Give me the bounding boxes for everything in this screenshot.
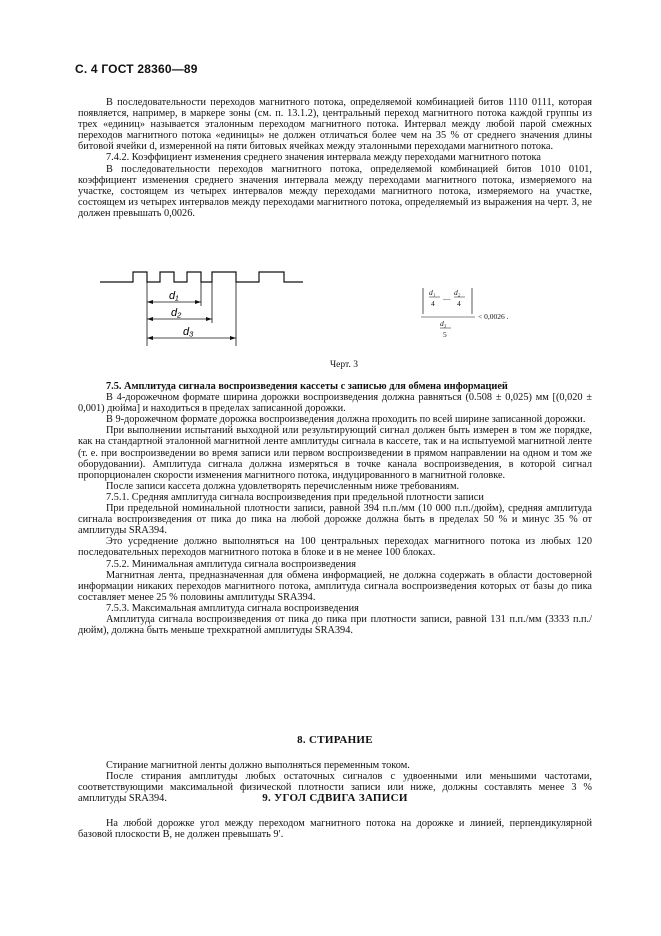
paragraph: На любой дорожке угол между переходом магнитного потока на дорожке и линией, перпендикулярной базовой плоскости B, не должен превышать 9′. xyxy=(78,818,592,841)
subsection-heading: 7.4.2. Коэффициент изменения среднего значения интервала между переходами магнитного потока xyxy=(106,152,541,164)
d3-label: d₃ xyxy=(183,326,194,338)
formula-d3: d₃ xyxy=(440,319,447,328)
formula-rhs: < 0,0026 . xyxy=(478,312,509,321)
section-title: 9. УГОЛ СДВИГА ЗАПИСИ xyxy=(262,792,408,804)
page-header: С. 4 ГОСТ 28360—89 xyxy=(75,62,198,76)
d2-label: d₂ xyxy=(171,307,182,319)
subsection-heading: 7.5.2. Минимальная амплитуда сигнала воспроизведения xyxy=(106,558,356,570)
waveform-diagram xyxy=(95,268,315,356)
paragraph: Стирание магнитной ленты должно выполняться переменным током. xyxy=(106,760,410,772)
subsection-heading: 7.5.3. Максимальная амплитуда сигнала воспроизведения xyxy=(106,602,359,614)
formula-minus: — xyxy=(443,294,451,303)
paragraph: После записи кассета должна удовлетворять перечисленным ниже требованиям. xyxy=(106,480,460,492)
paragraph: В последовательности переходов магнитного потока, определяемой комбинацией битов 1110 0111, которая появляется, например, в маркере зоны (см. п. 13.1.2), центральный переход магнитного потока каждой группы из трех «единиц» называется эталонным переходом магнитного потока. Интервал между любой парой смежных переходов магнитного потока «единицы» не должен отличаться более чем на 35 % от среднего значения длины битовой ячейки d, измеренной на пяти битовых ячейках между эталонными переходами магнитного потока. xyxy=(78,97,592,153)
paragraph: В 9-дорожечном формате дорожка воспроизведения должна проходить по всей ширине записанной дорожки. xyxy=(106,414,586,426)
paragraph: Это усреднение должно выполняться на 100 центральных переходах магнитного потока из любых 120 последовательных переходов магнитного потока в блоке и в не менее 100 блоках. xyxy=(78,536,592,559)
paragraph: При выполнении испытаний выходной или результирующий сигнал должен быть измерен в том же порядке, как на стандартной эталонной магнитной ленте амплитуды сигнала в кассете, так и на испытуемой магнитной ленте (т. е. при воспроизведении во время записи или первом воспроизведении в прямом направлении на одном и том же оборудовании). Амплитуда сигнала должна измеряться в точке канала воспроизведения, в которой сигнал пропорционален скорости изменения магнитного потока, индуцированного в магнитной головке. xyxy=(78,425,592,481)
ratio-formula xyxy=(420,286,530,342)
formula-den1: 4 xyxy=(431,299,435,308)
paragraph: Магнитная лента, предназначенная для обмена информацией, не должна содержать в области достоверной информации никаких переходов магнитного потока, амплитуда сигнала воспроизведения которых от базы до пика составляет менее 25 % половины амплитуды SRA394. xyxy=(78,569,592,603)
formula-d2: d₂ xyxy=(454,288,461,297)
section-title: 8. СТИРАНИЕ xyxy=(297,734,373,746)
paragraph: В 4-дорожечном формате ширина дорожки воспроизведения должна равняться (0.508 ± 0,025) мм [(0,020 ± 0,001) дюйма] и находиться в пределах записанной дорожки. xyxy=(78,392,592,415)
formula-den3: 5 xyxy=(443,330,447,339)
subsection-heading: 7.5.1. Средняя амплитуда сигнала воспроизведения при предельной плотности записи xyxy=(106,491,484,503)
section-heading: 7.5. Амплитуда сигнала воспроизведения кассеты с записью для обмена информацией xyxy=(106,381,508,392)
figure-caption: Черт. 3 xyxy=(330,360,358,370)
d1-label: d₁ xyxy=(169,290,179,302)
paragraph: При предельной номинальной плотности записи, равной 394 п.п./мм (10 000 п.п./дюйм), средняя амплитуда сигнала воспроизведения от пика до пика на любой дорожке должна быть в пределах 50 % и минус 35 % от амплитуды SRA394. xyxy=(78,503,592,537)
paragraph: В последовательности переходов магнитного потока, определяемой комбинацией битов 1010 0101, коэффициент изменения среднего значения интервала между переходами магнитного потока, измеряемого на участке, состоящем из четырех интервалов между переходами магнитного потока, измеряемого на участке, состоящем из четырех интервалов между переходами магнитного потока, определяемый из выражения на черт. 3, не должен превышать 0,0026. xyxy=(78,163,592,219)
section-7-5-text xyxy=(78,381,592,636)
paragraph: Амплитуда сигнала воспроизведения от пика до пика при плотности записи, равной 131 п.п./мм (3333 п.п./дюйм), должна быть меньше трехкратной амплитуды SRA394. xyxy=(78,613,592,637)
formula-den2: 4 xyxy=(457,299,461,308)
section-7-4-text xyxy=(78,97,592,219)
formula-d1: d₁ xyxy=(429,288,436,297)
paragraph: После стирания амплитуды любых остаточных сигналов с удвоенными или меньшими частотами, соответствующими максимальной физической плотности записи или ниже, должны составлять менее 3 % амплитуды SRA394. xyxy=(78,771,592,805)
section-9-text xyxy=(78,793,592,840)
signal-waveform xyxy=(100,272,303,282)
